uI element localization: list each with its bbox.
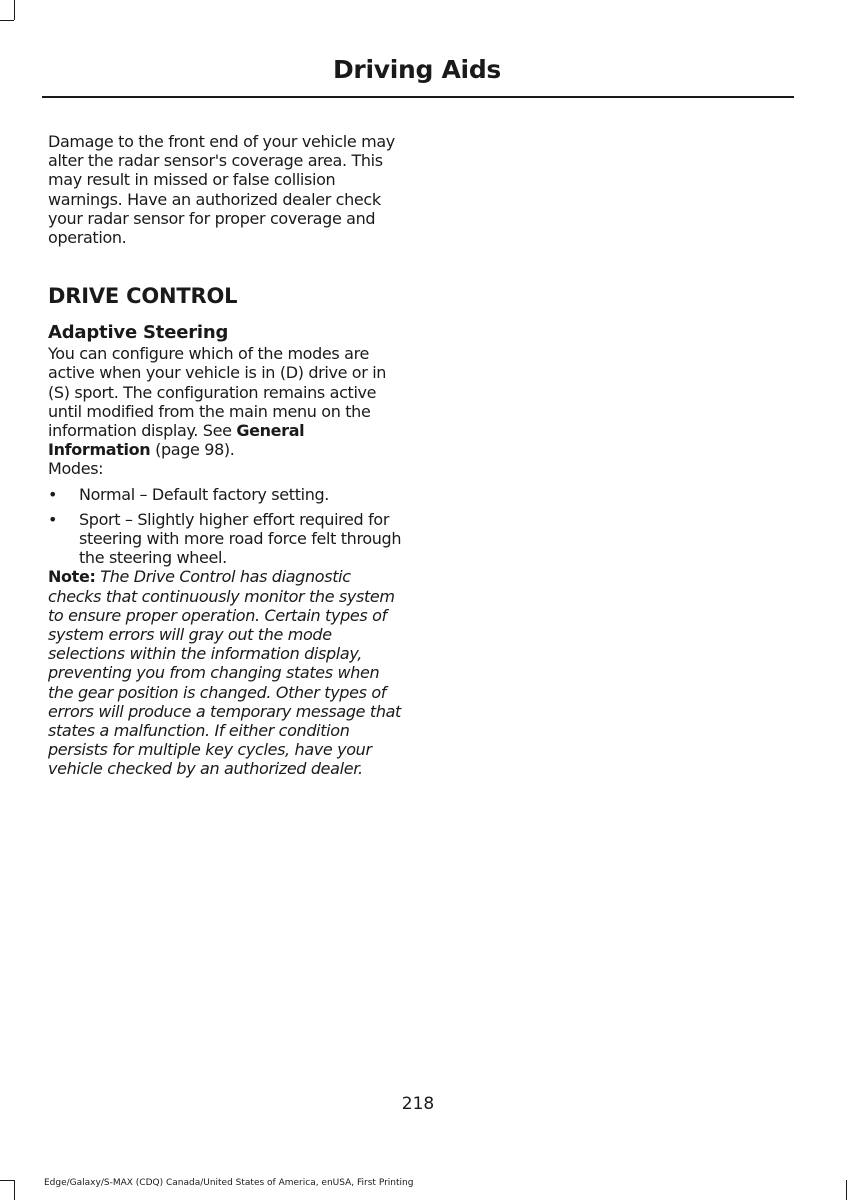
intro-paragraph: Damage to the front end of your vehicle may alter the radar sensor's coverage area. This may result in missed or false collision warnings. Have an authorized dealer check your radar sensor for proper coverage and operation. (48, 132, 395, 248)
config-paragraph-text: You can configure which of the modes are active when your vehicle is in (D) drive or in (S) sport. The configuration remains active until modified from the main menu on the information display. See (48, 344, 387, 441)
header-divider (42, 96, 794, 98)
bullet-icon: • (48, 509, 58, 529)
config-paragraph-suffix: (page 98). (150, 440, 235, 460)
list-item (48, 510, 404, 568)
main-column (48, 132, 404, 779)
modes-label: Modes: (48, 459, 104, 479)
crop-mark-bottom-left-vertical (14, 1180, 15, 1200)
print-footer: Edge/Galaxy/S-MAX (CDQ) Canada/United States of America, enUSA, First Printing (44, 1178, 414, 1188)
crop-mark-top-left-horizontal (0, 20, 14, 21)
section-heading: DRIVE CONTROL (48, 284, 238, 309)
page-number: 218 (401, 1094, 435, 1114)
modes-list (48, 485, 404, 568)
note-paragraph (48, 567, 404, 778)
mode-sport-text: Sport – Slightly higher effort required for steering with more road force felt through the steering wheel. (79, 509, 402, 568)
note-text: The Drive Control has diagnostic checks that continuously monitor the system to ensure proper operation. Certain types of system errors will gray out the mode selections within the information display, preventing you from changing states when the gear position is changed. Other types of errors will produce a temporary message that states a malfunction. If either condition persists for multiple key cycles, have your vehicle checked by an authorized dealer. (48, 567, 401, 779)
list-item (48, 485, 404, 504)
crop-mark-top-left-vertical (14, 0, 15, 20)
subsection-heading: Adaptive Steering (48, 322, 229, 344)
general-information-link[interactable]: General Information (48, 421, 305, 460)
page-header-title: Driving Aids (332, 55, 501, 84)
crop-mark-bottom-left-horizontal (0, 1180, 14, 1181)
config-paragraph (48, 344, 404, 459)
crop-mark-bottom-right-vertical (846, 1180, 847, 1200)
mode-normal-text: Normal – Default factory setting. (79, 484, 330, 504)
bullet-icon: • (48, 484, 58, 504)
note-label: Note: (48, 567, 96, 587)
